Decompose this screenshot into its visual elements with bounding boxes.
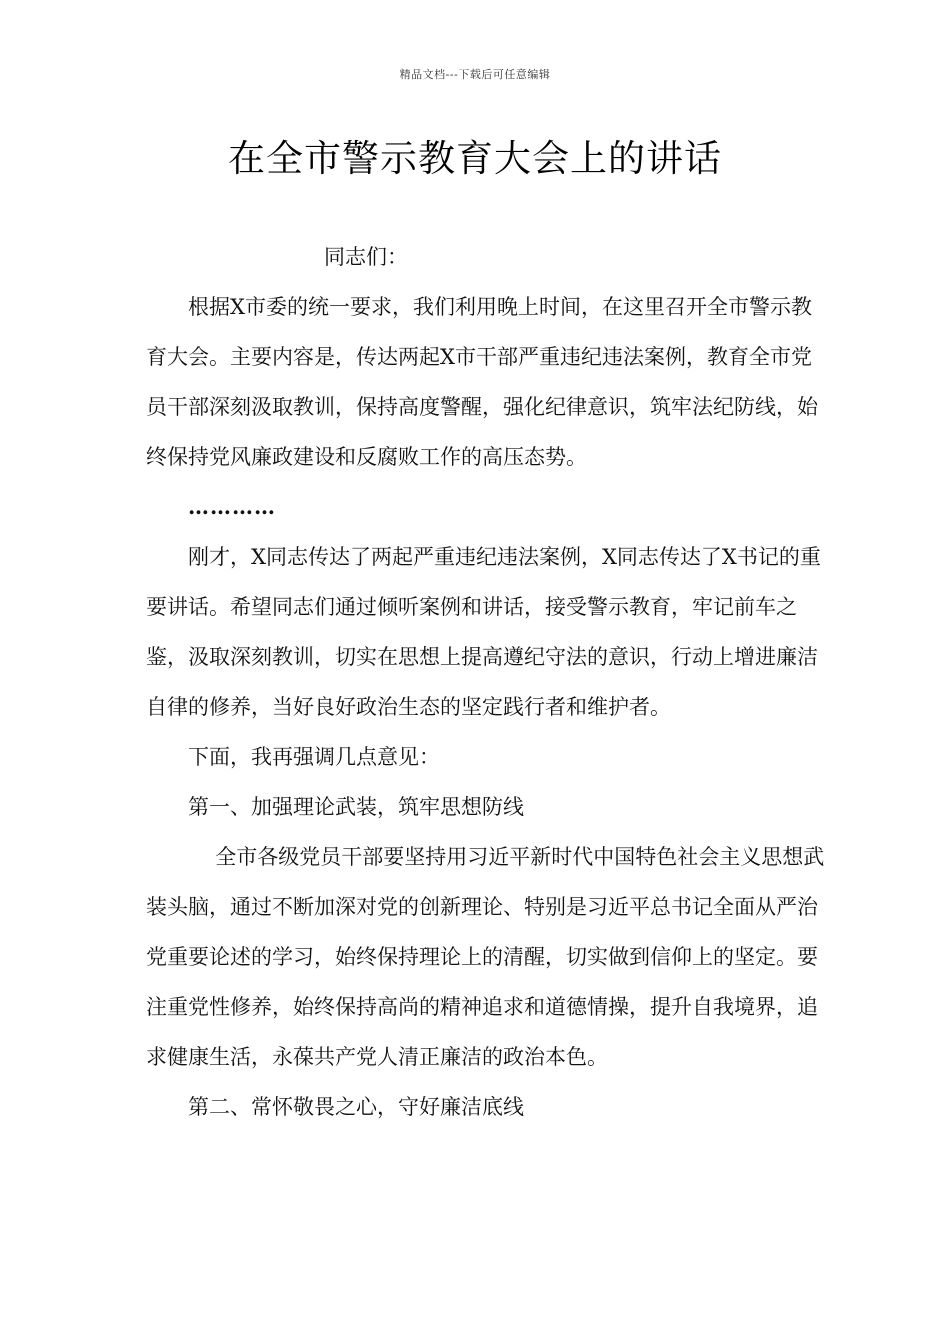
paragraph-transition: 下面，我再强调几点意见： [188, 745, 440, 769]
document-title: 在全市警示教育大会上的讲话 [228, 137, 722, 180]
paragraph-intro: 根据X市委的统一要求，我们利用晚上时间，在这里召开全市警示教育大会。主要内容是，传达两起X市干部严重违纪违法案例，教育全市党员干部深刻汲取教训，保持高度警醒，强化纪律意识，筑牢法纪防线，始终保持党风廉政建设和反腐败工作的高压态势。 [146, 295, 818, 469]
section-heading-2: 第二、常怀敬畏之心，守好廉洁底线 [188, 1095, 524, 1119]
document-body [146, 232, 826, 1132]
paragraph-review: 刚才，X同志传达了两起严重违纪违法案例，X同志传达了X书记的重要讲话。希望同志们通过倾听案例和讲话，接受警示教育，牢记前车之鉴，汲取深刻教训，切实在思想上提高遵纪守法的意识，行动上增进廉洁自律的修养，当好良好政治生态的坚定践行者和维护者。 [146, 545, 821, 719]
header-note: 精品文档---下载后可任意编辑 [399, 68, 551, 81]
ellipsis: ………… [188, 494, 276, 519]
salutation: 同志们： [324, 245, 408, 269]
section-heading-1: 第一、加强理论武装，筑牢思想防线 [188, 795, 524, 819]
paragraph-section-1: 全市各级党员干部要坚持用习近平新时代中国特色社会主义思想武装头脑，通过不断加深对党的创新理论、特别是习近平总书记全面从严治党重要论述的学习，始终保持理论上的清醒，切实做到信仰上的坚定。要注重党性修养，始终保持高尚的精神追求和道德情操，提升自我境界，追求健康生活，永葆共产党人清正廉洁的政治本色。 [146, 845, 825, 1069]
